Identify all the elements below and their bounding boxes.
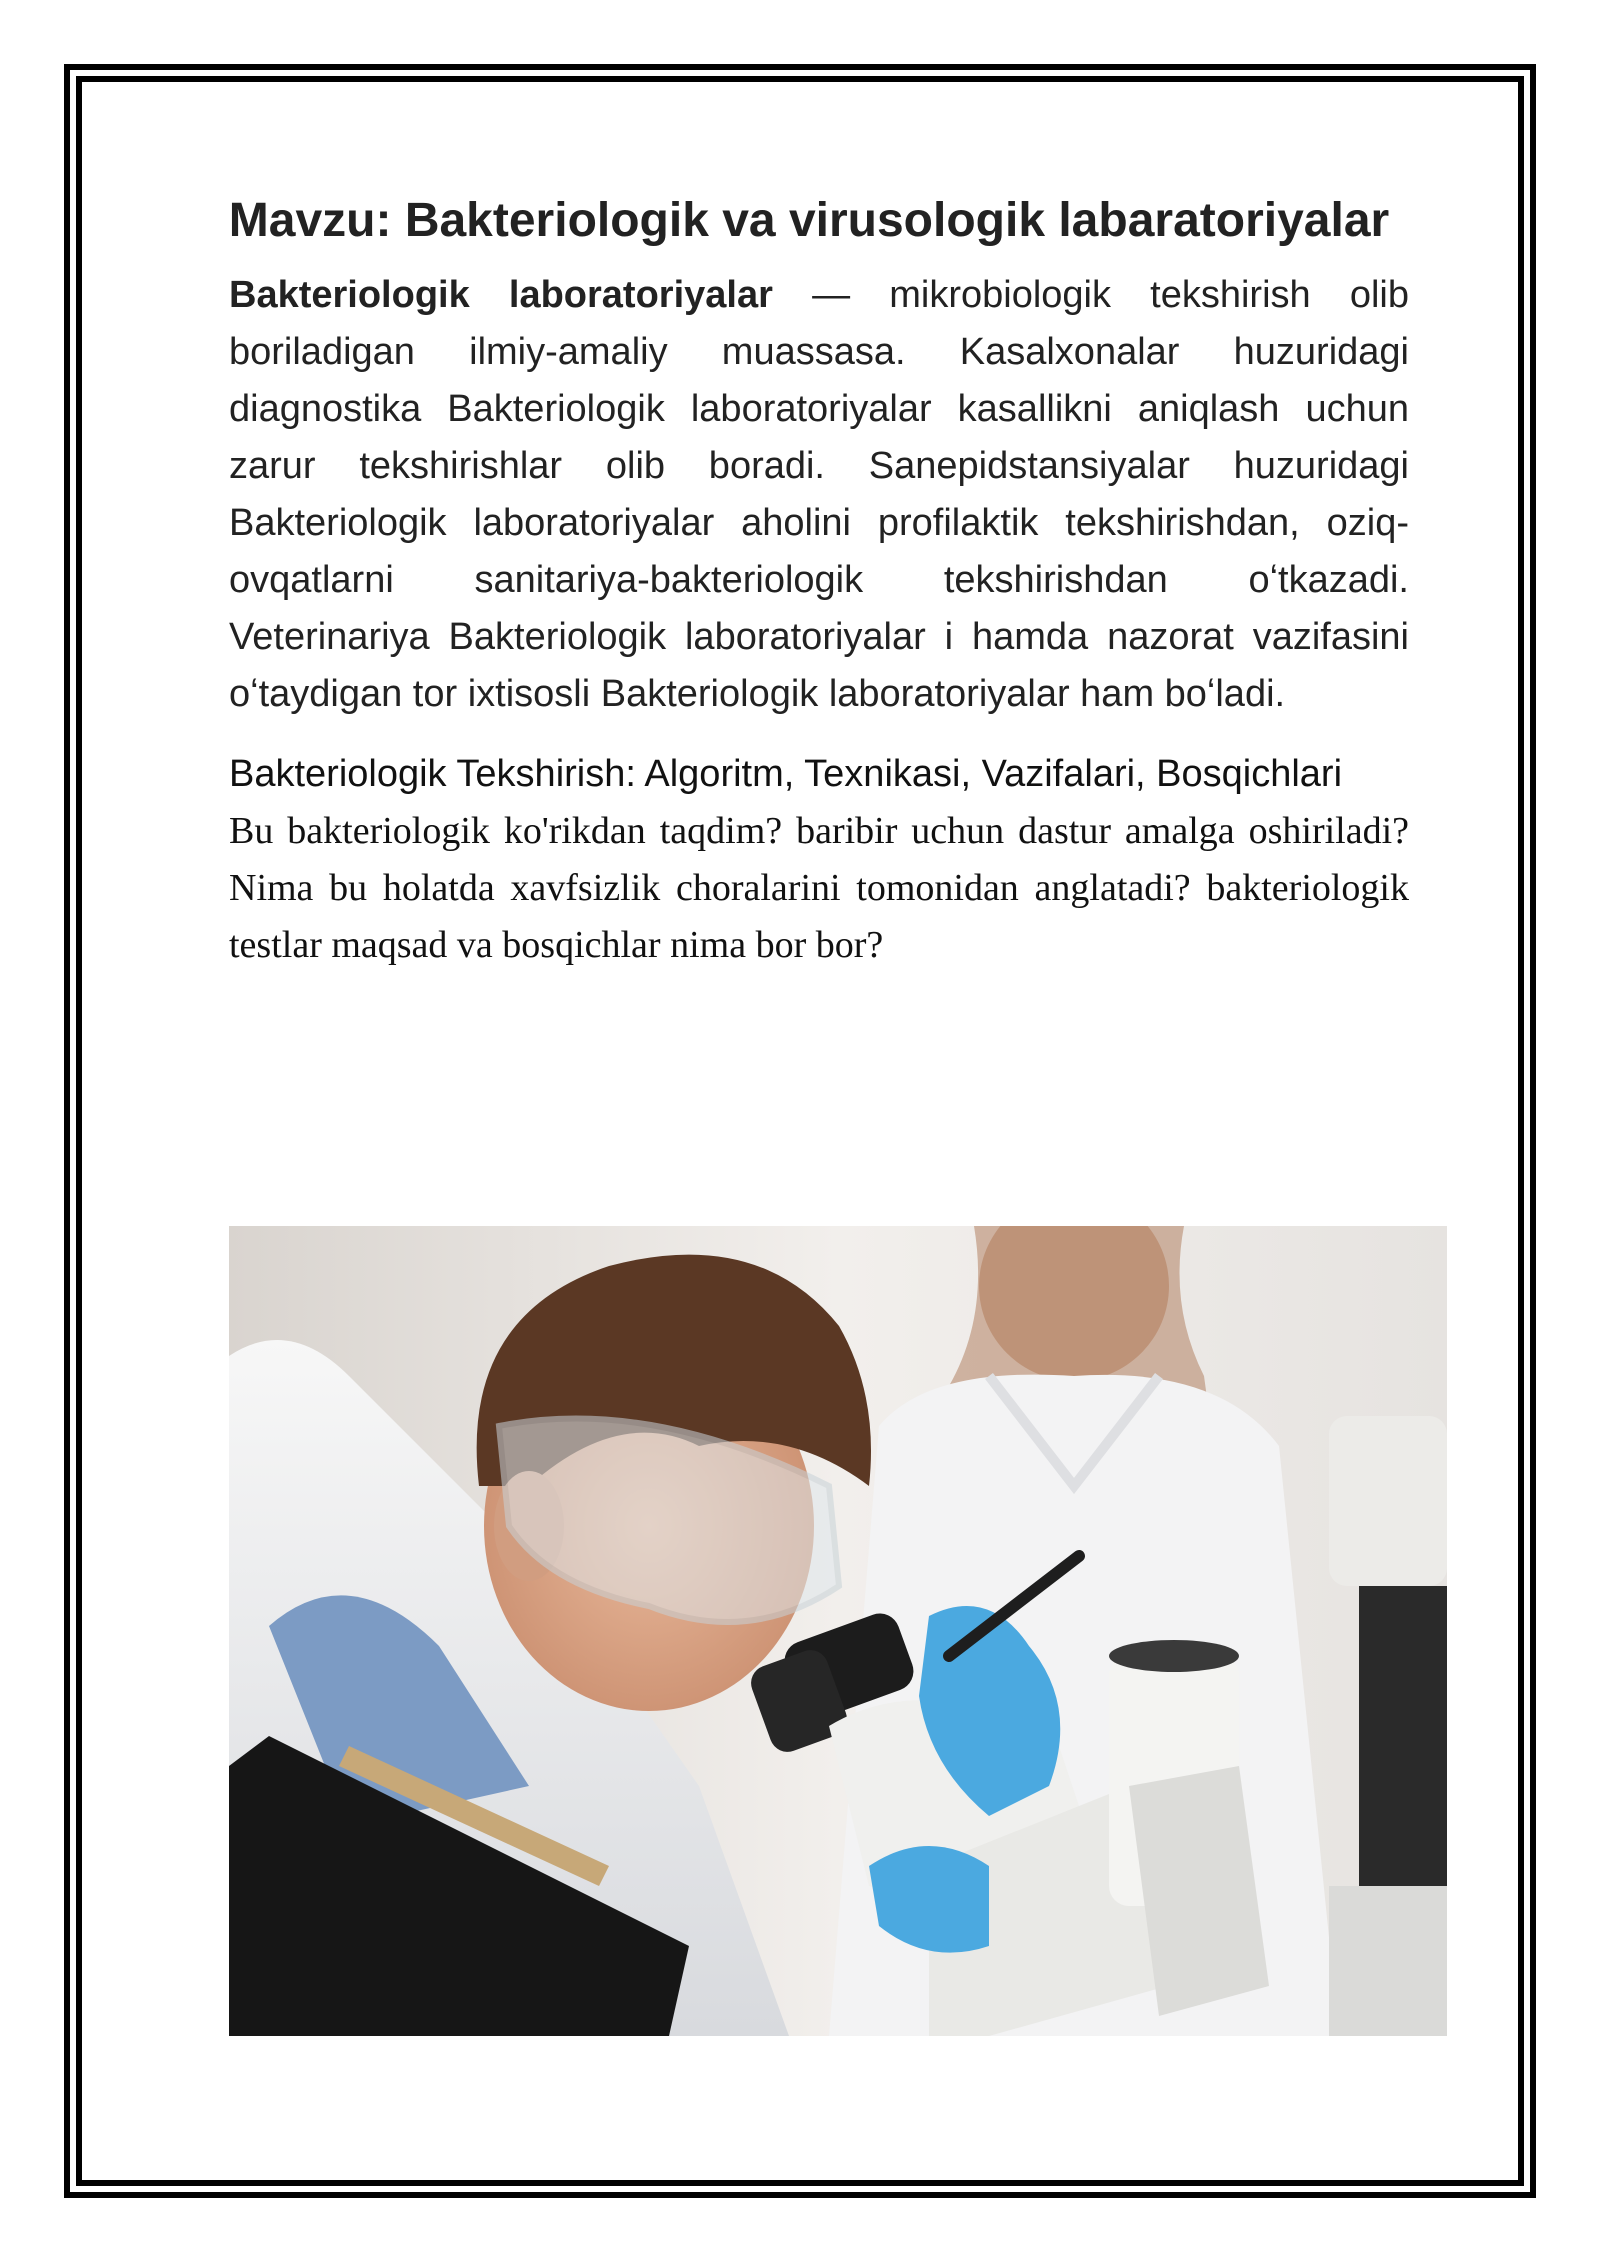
intro-paragraph — [229, 267, 1409, 723]
intro-term: Bakteriologik laboratoriyalar — [229, 274, 773, 316]
section-heading: Bakteriologik Tekshirish: Algoritm, Texnikasi, Vazifalari, Bosqichlari — [229, 753, 1343, 795]
question-paragraph: Bu bakteriologik ko'rikdan taqdim? baribir uchun dastur amalga oshiriladi? Nima bu holatda xavfsizlik choralarini tomonidan anglatadi? bakteriologik testlar maqsad va bosqichlar nima bor bor? — [229, 810, 1409, 966]
laboratory-photo — [229, 1226, 1447, 2036]
page-title: Mavzu: Bakteriologik va virusologik labaratoriyalar — [228, 194, 1390, 247]
intro-text: — mikrobiologik tekshirish olib boriladigan ilmiy-amaliy muassasa. Kasalxonalar huzuridagi diagnostika Bakteriologik laboratoriyalar kasallikni aniqlash uchun zarur tekshirishlar olib boradi. Sanepidstansiyalar huzuridagi Bakteriologik laboratoriyalar aholini profilaktik tekshirishdan, oziq-ovqatlarni sanitariya-bakteriologik tekshirishdan oʻtkazadi. Veterinariya Bakteriologik laboratoriyalar i hamda nazorat vazifasini oʻtaydigan tor ixtisosli Bakteriologik laboratoriyalar ham boʻladi. — [229, 274, 1409, 715]
microscope-scientist-illustration — [229, 1226, 1447, 2036]
document-body — [229, 185, 1409, 974]
